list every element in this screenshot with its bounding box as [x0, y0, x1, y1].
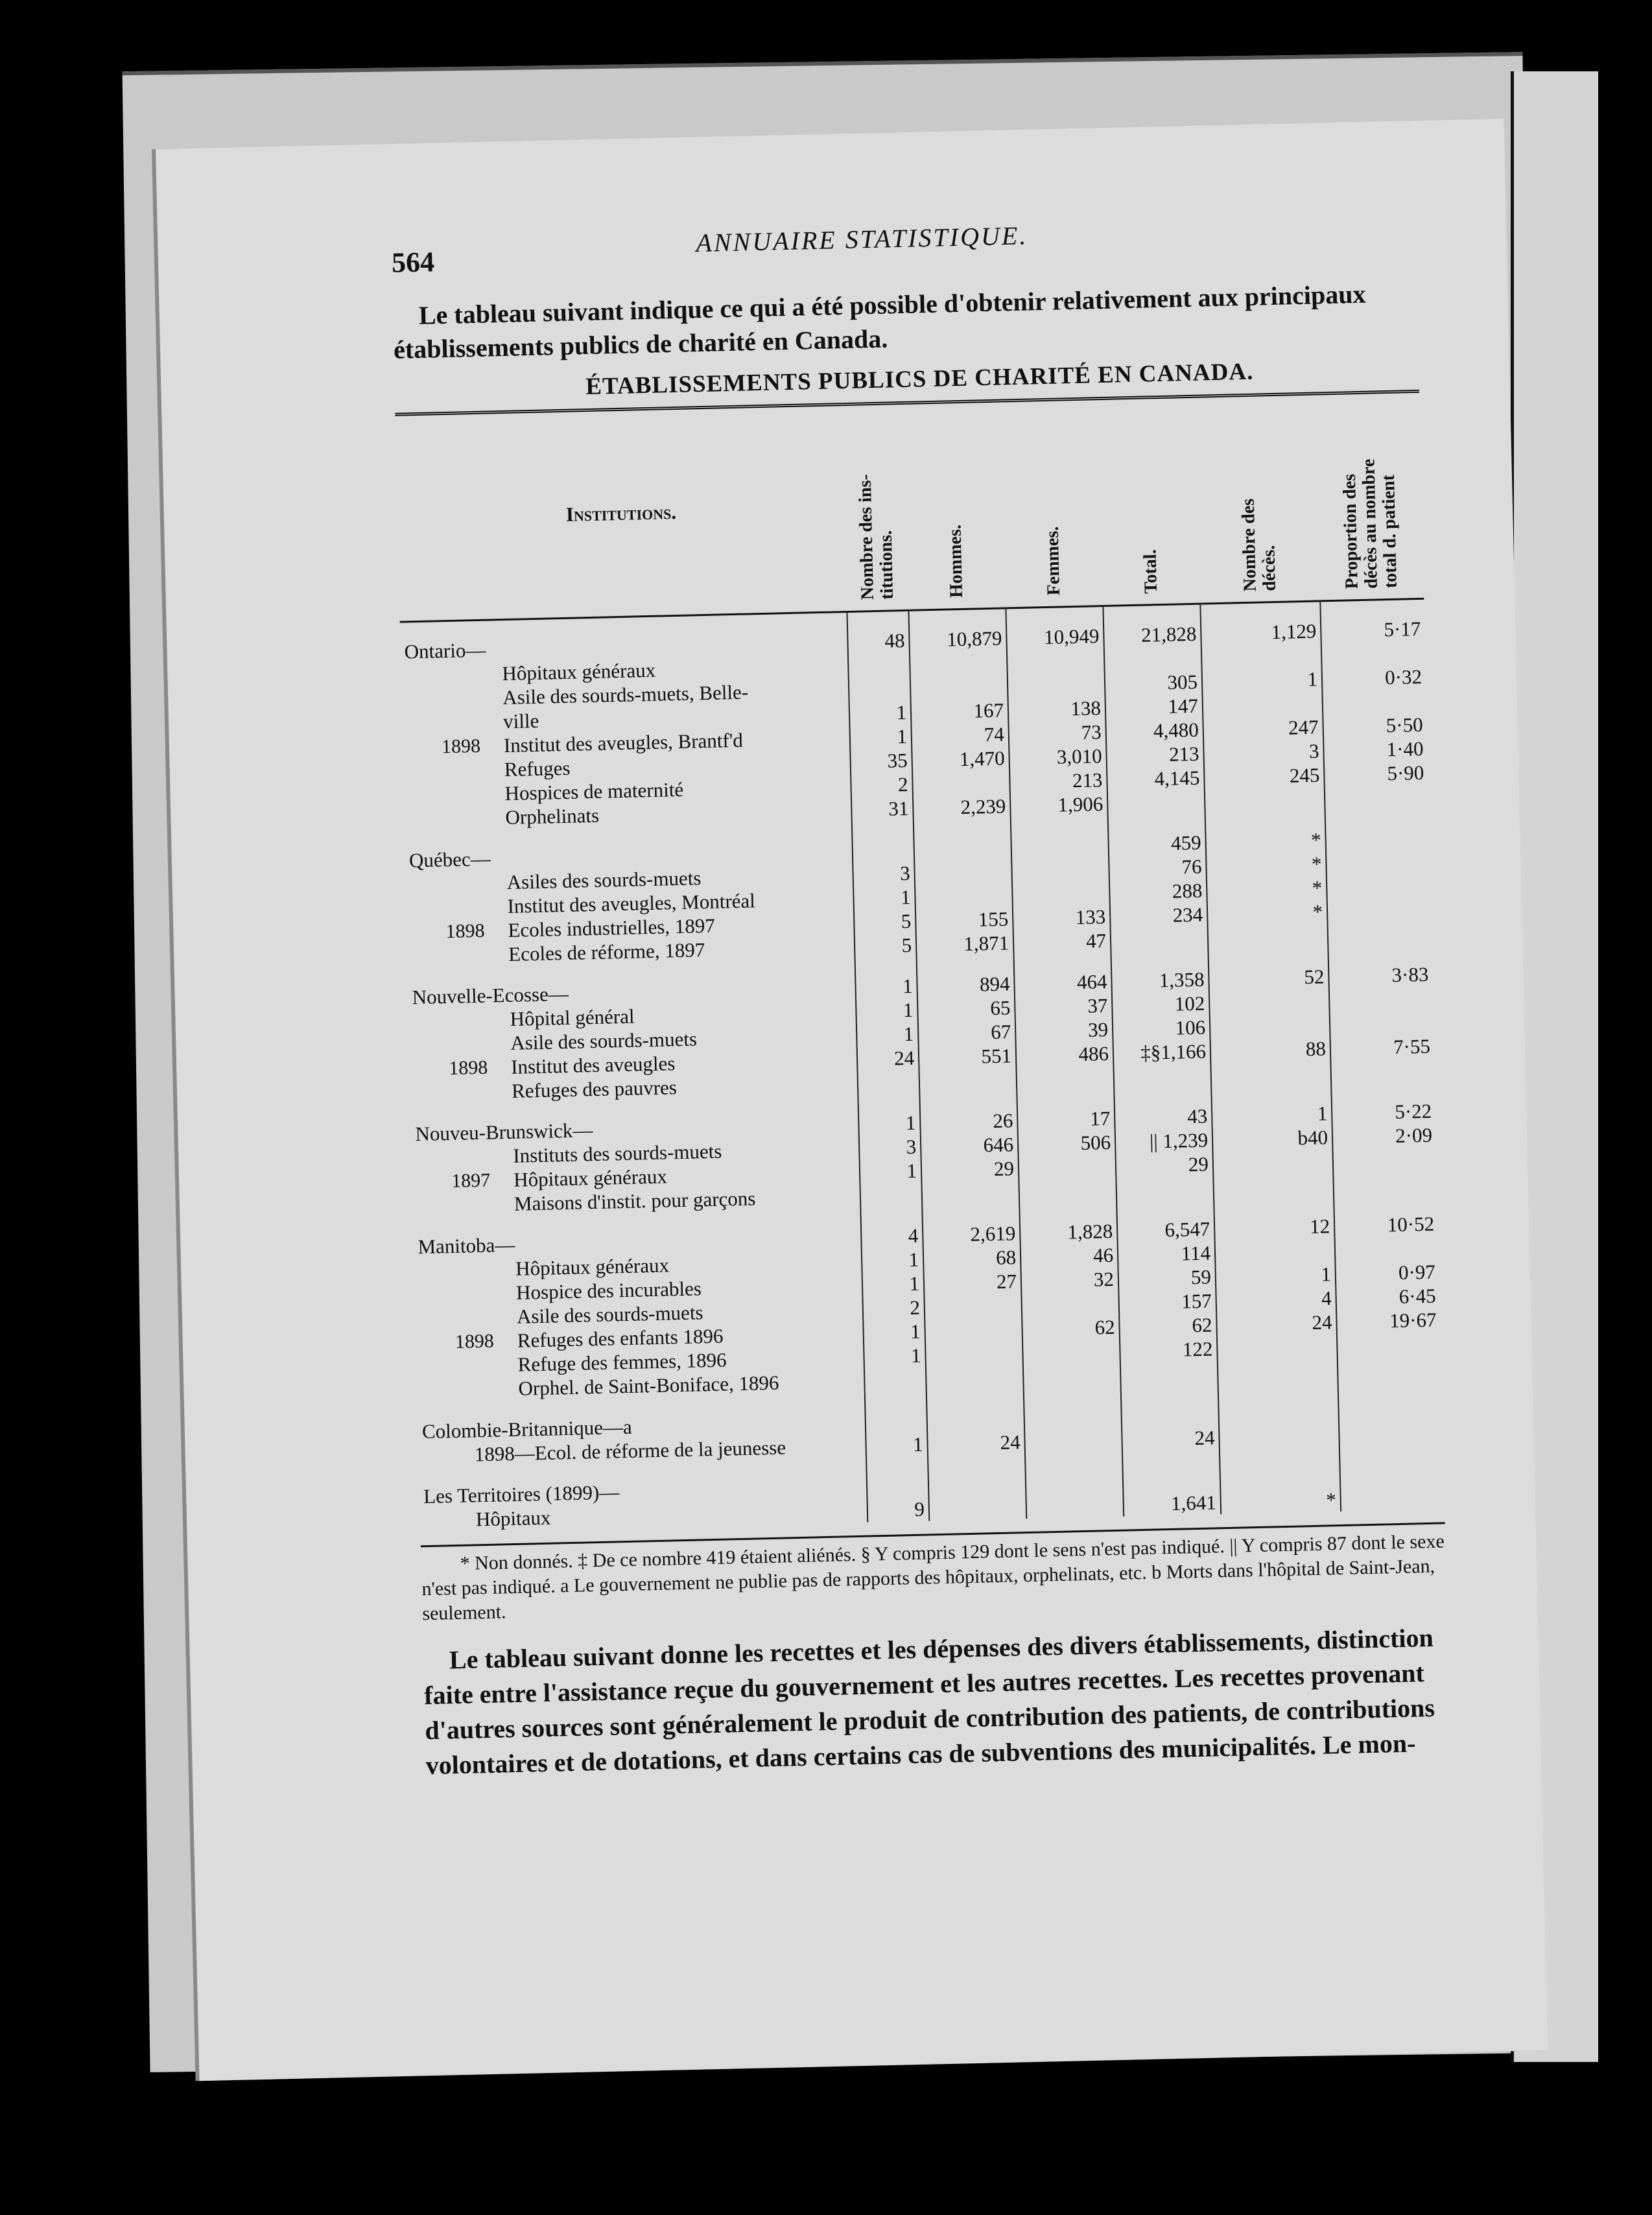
- cell-femmes: [1008, 672, 1105, 698]
- cell-proportion: [1327, 873, 1431, 900]
- cell-nombre: 24: [857, 1046, 919, 1071]
- institution-label-text: Ecoles industrielles, 1897: [508, 914, 716, 942]
- cell-proportion: 2·09: [1332, 1123, 1437, 1150]
- cell-deces: 247: [1203, 715, 1323, 741]
- cell-total: 29: [1116, 1152, 1214, 1178]
- cell-empty: [1024, 1387, 1122, 1430]
- table-body: [400, 598, 1445, 1532]
- province-name-text: Ontario—: [404, 638, 486, 663]
- cell-femmes: 506: [1018, 1130, 1116, 1156]
- cell-deces: 3: [1203, 739, 1324, 765]
- cell-deces: [1209, 988, 1330, 1015]
- cell-nombre: 1: [856, 998, 918, 1023]
- cell-femmes: 1,828: [1019, 1202, 1117, 1245]
- col-institutions: Institutions.: [395, 405, 847, 622]
- cell-total: 1,358: [1111, 950, 1209, 993]
- cell-hommes: [915, 882, 1013, 908]
- cell-hommes: [925, 1317, 1022, 1343]
- cell-proportion: [1333, 1171, 1437, 1198]
- cell-total: 76: [1109, 855, 1207, 881]
- cell-femmes: 133: [1013, 905, 1111, 930]
- cell-proportion: 10·52: [1334, 1195, 1438, 1238]
- cell-proportion: [1326, 849, 1430, 876]
- cell-nombre: 5: [855, 933, 917, 958]
- cell-deces: *: [1207, 899, 1328, 926]
- institution-label-text: Asile des sourds-muets: [516, 1301, 703, 1328]
- cell-femmes: 464: [1014, 953, 1112, 995]
- institution-label-text: Asiles des sourds-muets: [506, 866, 702, 894]
- cell-deces: 24: [1216, 1310, 1337, 1336]
- cell-deces: [1210, 1012, 1330, 1039]
- cell-proportion: 19·67: [1336, 1308, 1441, 1334]
- cell-nombre: 3: [859, 1135, 921, 1160]
- cell-hommes: 551: [919, 1043, 1017, 1069]
- cell-nombre: 1: [862, 1272, 925, 1297]
- cell-deces: *: [1205, 811, 1326, 854]
- cell-deces: [1205, 787, 1325, 813]
- cell-femmes: [1007, 648, 1105, 674]
- cell-empty: [1339, 1444, 1444, 1487]
- institution-label-text: Hôpitaux: [475, 1506, 551, 1531]
- cell-deces: [1217, 1334, 1338, 1360]
- cell-proportion: [1325, 785, 1429, 811]
- cell-total: 24: [1122, 1425, 1220, 1451]
- cell-deces: 88: [1210, 1036, 1331, 1063]
- cell-femmes: 1,906: [1010, 792, 1108, 818]
- cell-empty: [1219, 1423, 1339, 1449]
- cell-empty: [866, 1456, 928, 1498]
- cell-proportion: 0·32: [1322, 665, 1426, 691]
- institution-label-text: Refuges: [504, 756, 571, 781]
- cell-nombre: 1: [858, 1094, 920, 1136]
- province-name-text: Les Territoires (1899)—: [423, 1480, 620, 1508]
- cell-deces: 52: [1208, 947, 1328, 991]
- book-page: [156, 119, 1548, 2081]
- province-name-text: Nouveu-Brunswick—: [415, 1119, 593, 1146]
- cell-total: 59: [1118, 1264, 1216, 1290]
- cell-hommes: [919, 1067, 1017, 1093]
- cell-proportion: [1329, 986, 1434, 1013]
- cell-hommes: 2,619: [922, 1204, 1020, 1247]
- page-number: 564: [391, 246, 435, 279]
- footnotes: * Non donnés. ‡ De ce nombre 419 étaient aliénés. § Y compris 129 dont le sens n'est pas indiqué. || Y compris 87 dont le sexe n'est pas indiqué. a Le gouvernement ne publie pas de rapports des hôpitaux, orphelinats, etc. b Morts dans l'hôpital de Saint-Jean, seulement.: [421, 1522, 1446, 1626]
- cell-empty: [1122, 1449, 1220, 1492]
- cell-hommes: [914, 859, 1012, 884]
- cell-nombre: [858, 1070, 920, 1095]
- cell-deces: [1218, 1358, 1338, 1384]
- cell-femmes: 10,949: [1006, 606, 1103, 650]
- cell-hommes: [914, 818, 1011, 860]
- cell-nombre: 9: [867, 1497, 929, 1522]
- cell-femmes: [1019, 1178, 1116, 1204]
- col-total-label: Total.: [1140, 549, 1161, 594]
- cell-total: 106: [1113, 1015, 1210, 1041]
- cell-empty: [1218, 1382, 1339, 1425]
- cell-femmes: 62: [1022, 1315, 1120, 1341]
- cell-deces: 1,129: [1200, 601, 1321, 646]
- cell-nombre: 1: [866, 1432, 928, 1458]
- cell-deces: [1215, 1238, 1336, 1264]
- cell-deces: [1213, 1173, 1334, 1200]
- cell-empty: [1220, 1447, 1340, 1490]
- cell-hommes: 68: [923, 1245, 1021, 1271]
- cell-empty: [928, 1495, 1026, 1521]
- cell-total: || 1,239: [1115, 1128, 1213, 1154]
- province-name-text: Nouvelle-Ecosse—: [412, 982, 569, 1009]
- cell-femmes: [1021, 1291, 1119, 1317]
- cell-hommes: 74: [911, 722, 1009, 748]
- cell-nombre: 1: [863, 1320, 925, 1345]
- province-name-text: Québec—: [408, 847, 491, 872]
- cell-hommes: 2,239: [913, 794, 1011, 820]
- cell-empty: [1024, 1428, 1122, 1454]
- col-deces-label: Nombre des décès.: [1238, 498, 1280, 592]
- cell-total: 6,547: [1116, 1200, 1214, 1242]
- cell-total: 21,828: [1103, 604, 1201, 648]
- cell-total: 234: [1110, 903, 1208, 929]
- cell-femmes: 17: [1017, 1089, 1115, 1132]
- table-header-row: [395, 391, 1424, 622]
- cell-femmes: 3,010: [1009, 744, 1107, 770]
- cell-hommes: [925, 1341, 1023, 1367]
- col-deces: [1196, 394, 1320, 604]
- cell-empty: [1026, 1493, 1124, 1519]
- cell-empty: [1340, 1485, 1445, 1511]
- cell-total: 288: [1109, 879, 1207, 905]
- year-label: 1898: [441, 735, 481, 758]
- cell-empty: [1025, 1452, 1123, 1495]
- cell-nombre: 3: [853, 861, 915, 886]
- cell-deces: 1: [1211, 1084, 1332, 1128]
- cell-total: [1113, 1063, 1211, 1089]
- cell-deces: 12: [1214, 1197, 1334, 1240]
- cell-deces: 1: [1202, 667, 1323, 693]
- cell-nombre: 1: [864, 1344, 926, 1369]
- cell-deces: [1213, 1149, 1334, 1176]
- cell-nombre: 1: [862, 1248, 924, 1273]
- cell-nombre: [864, 1368, 926, 1393]
- cell-nombre: [860, 1183, 922, 1208]
- cell-hommes: [910, 650, 1008, 676]
- col-hommes-label: Hommes.: [945, 525, 967, 598]
- cell-femmes: [1022, 1339, 1120, 1365]
- cell-hommes: 27: [924, 1269, 1022, 1295]
- cell-hommes: 167: [911, 698, 1009, 724]
- cell-nombre: 2: [851, 772, 913, 798]
- province-name-text: Manitoba—: [418, 1233, 515, 1259]
- cell-total: [1104, 646, 1202, 672]
- cell-deces: [1208, 923, 1328, 950]
- cell-total: 1,641: [1123, 1490, 1221, 1516]
- cell-empty: [1338, 1379, 1443, 1423]
- cell-total: 305: [1105, 670, 1203, 696]
- cell-empty: [1121, 1384, 1219, 1427]
- institution-label-text: Institut des aveugles, Brantf'd: [503, 728, 744, 757]
- cell-total: 147: [1105, 694, 1203, 720]
- cell-hommes: [912, 770, 1010, 796]
- cell-proportion: [1337, 1332, 1441, 1358]
- cell-proportion: 5·50: [1323, 713, 1427, 739]
- cell-proportion: [1335, 1236, 1439, 1262]
- cell-femmes: 73: [1008, 720, 1106, 746]
- cell-total: [1107, 790, 1205, 816]
- year-label: 1897: [451, 1169, 491, 1192]
- cell-hommes: 155: [915, 906, 1013, 932]
- province-name-text: Colombie-Britannique—a: [421, 1415, 633, 1443]
- cell-femmes: 46: [1021, 1243, 1118, 1269]
- institution-label-text: Institut des aveugles, Montréal: [507, 889, 756, 918]
- cell-empty: [928, 1454, 1026, 1497]
- cell-proportion: [1321, 641, 1426, 667]
- col-nombre: [842, 403, 908, 611]
- cell-deces: [1202, 691, 1323, 717]
- year-label: 1898: [445, 919, 485, 943]
- cell-hommes: [924, 1293, 1022, 1319]
- institution-label-text: Refuge des femmes, 1896: [517, 1348, 727, 1376]
- cell-total: 4,480: [1105, 718, 1203, 744]
- cell-deces: *: [1220, 1487, 1341, 1514]
- institution-label-text: Hospice des incurables: [515, 1277, 702, 1304]
- cell-hommes: [910, 674, 1008, 700]
- institution-label-text: Refuges des pauvres: [511, 1076, 678, 1102]
- table-title: ÉTABLISSEMENTS PUBLICS DE CHARITÉ EN CANADA.: [585, 358, 1254, 401]
- intro-paragraph: Le tableau suivant indique ce qui a été possible d'obtenir relativement aux principaux établissements publics de charité en Canada.: [393, 279, 1366, 364]
- institution-label-text: Hôpitaux généraux: [513, 1165, 668, 1191]
- cell-deces: 1: [1215, 1262, 1336, 1288]
- cell-hommes: 10,879: [908, 608, 1006, 652]
- col-femmes-label: Femmes.: [1042, 526, 1064, 597]
- cell-total: ‡§1,166: [1113, 1039, 1211, 1065]
- col-femmes: [1001, 399, 1103, 608]
- institution-label-text: Instituts des sourds-muets: [512, 1139, 722, 1167]
- cell-nombre: 1: [853, 885, 915, 910]
- cell-proportion: 6·45: [1336, 1284, 1440, 1310]
- col-proportion: [1316, 391, 1424, 601]
- year-label: 1898: [454, 1330, 495, 1353]
- institution-label-text: Orphelinats: [505, 803, 600, 829]
- cell-empty: [1339, 1420, 1443, 1447]
- cell-total: 102: [1112, 991, 1210, 1017]
- cell-proportion: 3·83: [1328, 945, 1432, 989]
- institution-label-text: Ecoles de réforme, 1897: [508, 938, 705, 965]
- cell-hommes: 67: [918, 1019, 1016, 1045]
- cell-femmes: 39: [1015, 1017, 1113, 1043]
- cell-femmes: 37: [1015, 993, 1113, 1019]
- institution-label-text: Hôpitaux généraux: [515, 1253, 670, 1280]
- institution-label-text: Maisons d'instit. pour garçons: [513, 1187, 756, 1215]
- col-hommes: [904, 401, 1006, 610]
- cell-hommes: 24: [927, 1430, 1025, 1456]
- cell-hommes: 26: [919, 1091, 1017, 1134]
- cell-deces: 4: [1216, 1286, 1336, 1312]
- cell-proportion: 0·97: [1335, 1260, 1439, 1286]
- cell-nombre: 31: [851, 796, 914, 822]
- col-proportion-label: Proportion des décès au nombre total d. patient: [1339, 458, 1401, 589]
- cell-nombre: 4: [860, 1207, 923, 1249]
- cell-deces: [1210, 1060, 1331, 1087]
- institution-label-text: 1898—Ecol. de réforme de la jeunesse: [474, 1436, 786, 1466]
- cell-total: [1111, 926, 1209, 952]
- cell-proportion: 5·22: [1331, 1082, 1435, 1126]
- running-title: ANNUAIRE STATISTIQUE.: [695, 220, 1028, 258]
- cell-proportion: [1325, 809, 1430, 852]
- cell-total: 4,145: [1107, 766, 1205, 792]
- cell-hommes: 1,871: [916, 930, 1014, 956]
- cell-nombre: 35: [850, 748, 912, 774]
- cell-nombre: 48: [847, 610, 909, 654]
- cell-hommes: [926, 1365, 1024, 1391]
- cell-nombre: 1: [855, 957, 917, 999]
- cell-femmes: 213: [1009, 768, 1107, 794]
- cell-femmes: [1011, 857, 1109, 882]
- cell-proportion: [1328, 921, 1432, 948]
- cell-total: [1120, 1360, 1218, 1386]
- cell-total: [1116, 1176, 1214, 1202]
- cell-deces: b40: [1212, 1125, 1333, 1152]
- cell-hommes: 29: [921, 1156, 1019, 1182]
- cell-empty: [865, 1392, 927, 1434]
- cell-proportion: [1330, 1058, 1435, 1085]
- cell-femmes: [1016, 1065, 1114, 1091]
- cell-total: 213: [1106, 742, 1204, 768]
- cell-nombre: 1: [856, 1022, 919, 1047]
- institution-label-text: ville: [502, 709, 539, 733]
- col-total: [1098, 396, 1200, 606]
- page-content: [391, 211, 1450, 1783]
- cell-hommes: 894: [917, 954, 1015, 997]
- year-label: 1898: [448, 1056, 488, 1080]
- cell-total: 43: [1114, 1087, 1212, 1130]
- cell-nombre: [852, 820, 914, 862]
- cell-total: 62: [1119, 1312, 1217, 1338]
- institution-label-text: Institut des aveugles: [510, 1052, 676, 1078]
- cell-nombre: 2: [862, 1296, 925, 1321]
- cell-proportion: 5·17: [1320, 598, 1424, 643]
- cell-femmes: [1012, 881, 1110, 906]
- cell-proportion: [1322, 689, 1426, 715]
- institution-label-text: Hôpitaux généraux: [502, 658, 656, 685]
- cell-proportion: [1338, 1355, 1442, 1382]
- cell-total: 114: [1118, 1240, 1216, 1266]
- cell-hommes: 1,470: [912, 746, 1009, 772]
- cell-deces: *: [1206, 851, 1327, 878]
- col-nombre-label: Nombre des ins- titutions.: [855, 474, 897, 600]
- cell-nombre: 1: [860, 1159, 922, 1184]
- cell-hommes: 646: [921, 1132, 1019, 1158]
- cell-proportion: [1330, 1010, 1434, 1037]
- closing-paragraph: Le tableau suivant donne les recettes et les dépenses des divers établissements, distinction faite entre l'assistance reçue du gouvernement et les autres recettes. Les recettes provenant d'autres sources sont généralement le produit de contribution des patients, de contributions volontaires et de dotations, et dans certains cas de subventions des municipalités. Le mon-: [423, 1622, 1435, 1781]
- cell-nombre: [849, 676, 911, 702]
- cell-nombre: [848, 652, 910, 678]
- institution-label-text: Orphel. de Saint-Boniface, 1896: [518, 1371, 779, 1400]
- cell-femmes: [1011, 816, 1109, 859]
- cell-proportion: 7·55: [1330, 1034, 1435, 1061]
- cell-empty: [926, 1389, 1024, 1432]
- cell-femmes: [1019, 1154, 1116, 1180]
- cell-nombre: 1: [849, 724, 912, 750]
- institution-label-text: Hospices de maternité: [504, 777, 684, 805]
- cell-total: 459: [1108, 814, 1206, 857]
- cell-deces: *: [1207, 875, 1327, 902]
- cell-proportion: [1332, 1147, 1437, 1174]
- cell-total: 122: [1120, 1336, 1218, 1362]
- cell-proportion: 1·40: [1323, 737, 1428, 763]
- cell-proportion: [1327, 897, 1432, 924]
- cell-deces: [1201, 643, 1322, 669]
- cell-nombre: 5: [854, 909, 916, 934]
- cell-femmes: 32: [1021, 1267, 1119, 1293]
- cell-femmes: 486: [1016, 1041, 1114, 1067]
- cell-femmes: [1023, 1363, 1121, 1389]
- cell-nombre: 1: [849, 700, 912, 726]
- institution-label-text: Hôpital général: [510, 1004, 635, 1030]
- cell-femmes: 47: [1013, 929, 1111, 954]
- institution-label-text: Asile des sourds-muets: [510, 1027, 698, 1054]
- cell-deces: 245: [1204, 763, 1325, 789]
- cell-proportion: 5·90: [1324, 761, 1428, 787]
- charity-table: [395, 390, 1445, 1532]
- cell-femmes: 138: [1008, 696, 1106, 722]
- cell-hommes: 65: [917, 995, 1015, 1021]
- institution-label-text: Asile des sourds-muets, Belle-: [502, 680, 749, 709]
- institution-label-text: Refuges des enfants 1896: [517, 1324, 724, 1352]
- cell-hommes: [921, 1180, 1019, 1206]
- cell-total: 157: [1118, 1288, 1216, 1314]
